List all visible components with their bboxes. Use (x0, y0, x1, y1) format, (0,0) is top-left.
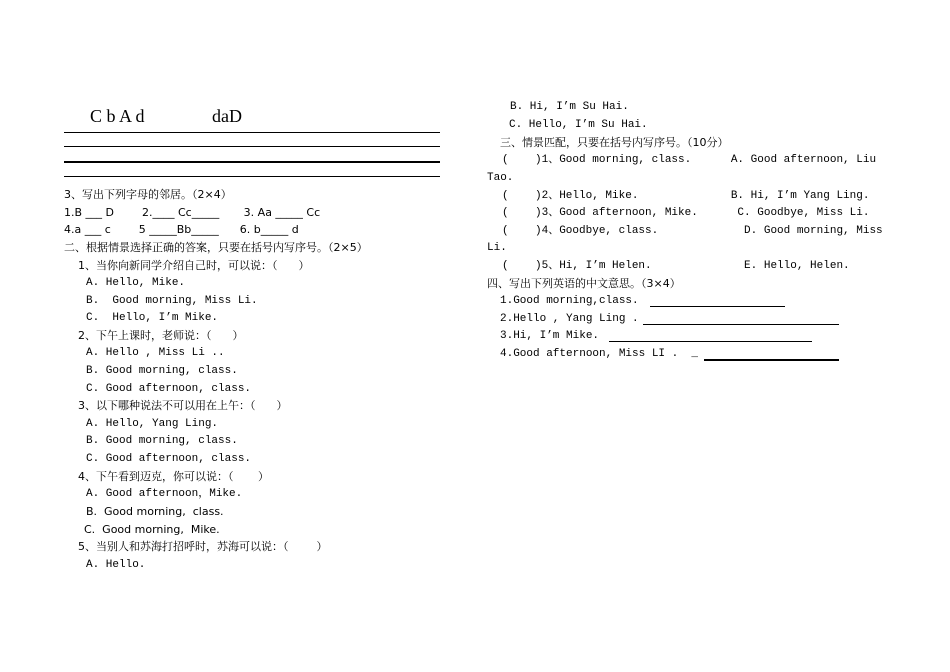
question-1-option-c: C. Hello, I’m Mike. (86, 312, 219, 324)
question-2: 2、下午上课时，老师说：（ ） (78, 329, 244, 342)
translate-item-4: 4.Good afternoon, Miss LI . _ (500, 348, 699, 360)
question-3-option-b: B. Good morning, class. (86, 435, 238, 447)
question-5: 5、当别人和苏海打招呼时，苏海可以说：（ ） (78, 540, 328, 553)
writing-line-1 (64, 132, 440, 133)
question-5-option-a: A. Hello. (86, 559, 146, 571)
question-2-option-a: A. Hello , Miss Li .. (86, 347, 225, 359)
match-row-2: ( )2、Hello, Mike. B. Hi, I’m Yang Ling. (502, 190, 870, 202)
question-4-option-b: B. Good morning, class. (86, 505, 224, 518)
question-2-option-b: B. Good morning, class. (86, 365, 238, 377)
match-row-4: ( )4、Goodbye, class. D. Good morning, Miss (502, 225, 883, 237)
answer-line-4 (704, 359, 839, 361)
section-2-title: 二、根据情景选择正确的答案，只要在括号内写序号。（2×5） (64, 241, 368, 254)
translate-item-3: 3.Hi, I’m Mike. (500, 330, 600, 342)
writing-line-4 (64, 176, 440, 177)
answer-line-2 (643, 324, 839, 325)
section-4-title: 四、写出下列英语的中文意思。（3×4） (487, 277, 681, 290)
q3-row-1: 1.B ___ D 2.____ Cc_____ 3. Aa _____ Cc (64, 206, 321, 219)
letters-group-1: C b A d (90, 106, 145, 126)
translate-item-1: 1.Good morning,class. (500, 295, 639, 307)
question-4: 4、下午看到迈克，你可以说：（ ） (78, 470, 269, 483)
match-row-3: ( )3、Good afternoon, Mike. C. Goodbye, Miss Li. (502, 207, 870, 219)
question-5-option-b: B. Hi, I’m Su Hai. (510, 101, 629, 113)
translate-item-2: 2.Hello , Yang Ling . (500, 313, 639, 325)
question-1-option-b: B. Good morning, Miss Li. (86, 295, 258, 307)
question-1: 1、当你向新同学介绍自己时，可以说：（ ） (78, 259, 310, 272)
match-row-4-continued: Li. (487, 242, 507, 254)
q3-title: 3、写出下列字母的邻居。（2×4） (64, 188, 232, 201)
question-4-option-a: A. Good afternoon，Mike. (86, 488, 243, 500)
question-2-option-c: C. Good afternoon, class. (86, 383, 252, 395)
letters-group-2: daD (212, 106, 242, 126)
question-4-option-c: C. Good morning, Mike. (84, 523, 220, 536)
writing-line-2 (64, 146, 440, 147)
writing-line-3 (64, 161, 440, 163)
question-1-option-a: A. Hello, Mike. (86, 277, 186, 289)
question-3: 3、以下哪种说法不可以用在上午：（ ） (78, 399, 288, 412)
question-5-option-c: C. Hello, I’m Su Hai. (509, 119, 648, 131)
question-3-option-c: C. Good afternoon, class. (86, 453, 252, 465)
question-3-option-a: A. Hello, Yang Ling. (86, 418, 219, 430)
q3-row-2: 4.a ___ c 5 _____Bb_____ 6. b_____ d (64, 223, 299, 236)
answer-line-1 (650, 306, 785, 307)
match-row-1-continued: Tao. (487, 172, 514, 184)
section-3-title: 三、情景匹配，只要在括号内写序号。（10分） (500, 136, 729, 149)
match-row-1: ( )1、Good morning, class. A. Good afternoon, Liu (502, 154, 877, 166)
match-row-5: ( )5、Hi, I’m Helen. E. Hello, Helen. (502, 260, 850, 272)
answer-line-3 (609, 341, 812, 342)
